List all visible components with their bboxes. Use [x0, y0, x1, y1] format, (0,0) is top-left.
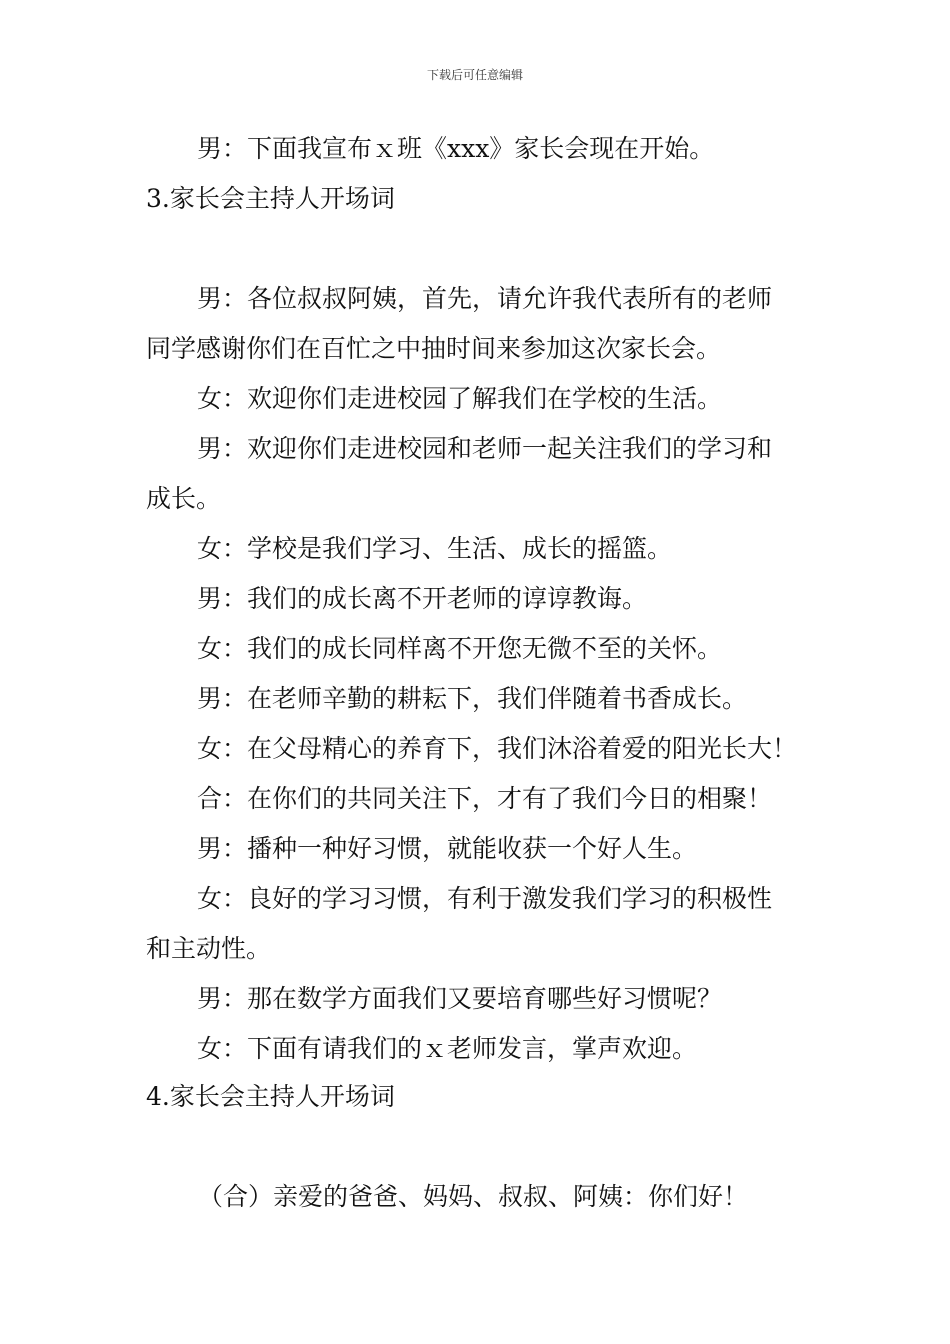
- dialogue-line: （合）亲爱的爸爸、妈妈、叔叔、阿姨：你们好！: [198, 1182, 749, 1211]
- dialogue-line-continuation: 同学感谢你们在百忙之中抽时间来参加这次家长会。: [146, 334, 722, 363]
- dialogue-line-continuation: 成长。: [146, 484, 222, 513]
- dialogue-line: 女：下面有请我们的ｘ老师发言，掌声欢迎。: [197, 1034, 698, 1063]
- dialogue-line: 合：在你们的共同关注下，才有了我们今日的相聚！: [197, 784, 773, 813]
- dialogue-line: 男：欢迎你们走进校园和老师一起关注我们的学习和: [197, 434, 773, 463]
- dialogue-line: 女：学校是我们学习、生活、成长的摇篮。: [197, 534, 673, 563]
- page-header: 下载后可任意编辑: [426, 68, 523, 82]
- dialogue-line: 女：我们的成长同样离不开您无微不至的关怀。: [197, 634, 723, 663]
- dialogue-line: 女：欢迎你们走进校园了解我们在学校的生活。: [197, 384, 723, 413]
- section-heading: 4.家长会主持人开场词: [146, 1082, 395, 1111]
- dialogue-line: 男：各位叔叔阿姨，首先，请允许我代表所有的老师: [197, 284, 773, 313]
- dialogue-line: 女：在父母精心的养育下，我们沐浴着爱的阳光长大！: [197, 734, 798, 763]
- dialogue-line: 男：我们的成长离不开老师的谆谆教诲。: [197, 584, 648, 613]
- dialogue-line: 男：播种一种好习惯，就能收获一个好人生。: [197, 834, 698, 863]
- dialogue-line-continuation: 和主动性。: [146, 934, 272, 963]
- section-heading: 3.家长会主持人开场词: [146, 184, 395, 213]
- dialogue-line: 男：在老师辛勤的耕耘下，我们伴随着书香成长。: [197, 684, 748, 713]
- dialogue-line: 女：良好的学习习惯，有利于激发我们学习的积极性: [197, 884, 773, 913]
- dialogue-line: 男：下面我宣布ｘ班《xxx》家长会现在开始。: [197, 134, 715, 163]
- dialogue-line: 男：那在数学方面我们又要培育哪些好习惯呢？: [197, 984, 723, 1013]
